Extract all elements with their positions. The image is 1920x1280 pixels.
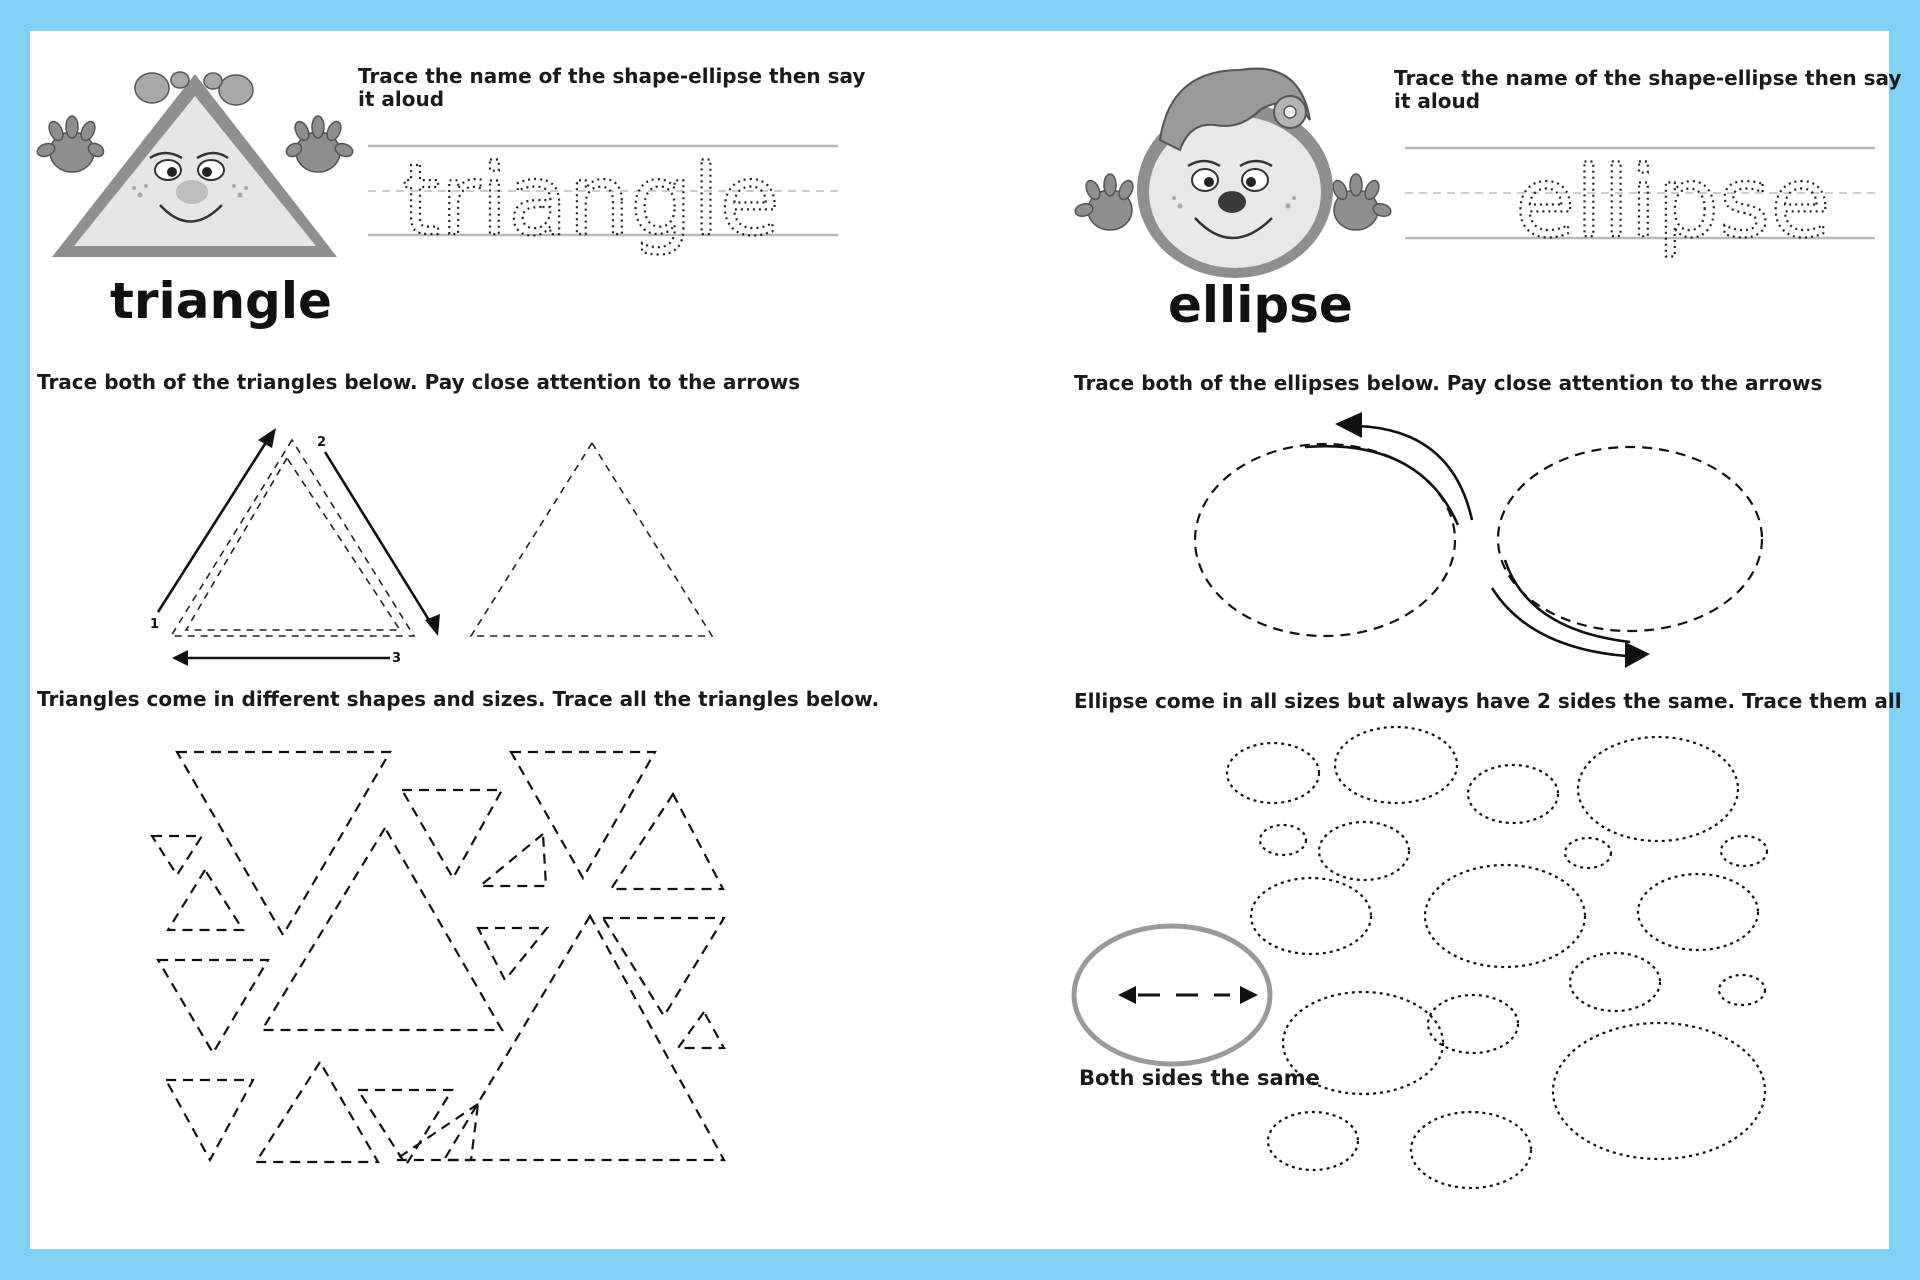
- arrow-label-2: 2: [317, 435, 327, 450]
- right-sizes-instruction: Ellipse come in all sizes but always have 2 sides the same. Trace them all: [1074, 689, 1902, 713]
- left-shapes-instruction: Trace both of the triangles below. Pay close attention to the arrows: [37, 370, 801, 394]
- ellipse-tracing-grid[interactable]: [1227, 727, 1767, 1188]
- right-trace-instruction-line1: Trace the name of the shape-ellipse then say: [1394, 66, 1902, 90]
- left-trace-instruction-line2: it aloud: [358, 87, 445, 111]
- right-shapes-instruction: Trace both of the ellipses below. Pay close attention to the arrows: [1074, 371, 1823, 395]
- triangle-tracing-example[interactable]: [171, 440, 712, 636]
- ellipse-tracing-example[interactable]: [1195, 444, 1762, 636]
- triangle-mascot-icon: [35, 72, 354, 257]
- left-shape-name: triangle: [110, 272, 332, 330]
- symmetry-callout-label: Both sides the same: [1079, 1066, 1320, 1090]
- right-trace-instruction-line2: it aloud: [1394, 89, 1481, 113]
- left-trace-instruction-line1: Trace the name of the shape-ellipse then say: [358, 64, 866, 88]
- left-trace-word[interactable]: triangle: [402, 144, 780, 258]
- right-trace-word[interactable]: ellipse: [1515, 146, 1831, 260]
- arrow-label-1: 1: [150, 617, 160, 632]
- left-sizes-instruction: Triangles come in different shapes and sizes. Trace all the triangles below.: [37, 687, 880, 711]
- symmetry-callout: [1074, 926, 1270, 1064]
- right-shape-name: ellipse: [1168, 276, 1353, 334]
- ellipse-mascot-icon: [1074, 69, 1392, 278]
- triangle-tracing-grid[interactable]: [152, 752, 724, 1165]
- arrow-label-3: 3: [392, 651, 402, 666]
